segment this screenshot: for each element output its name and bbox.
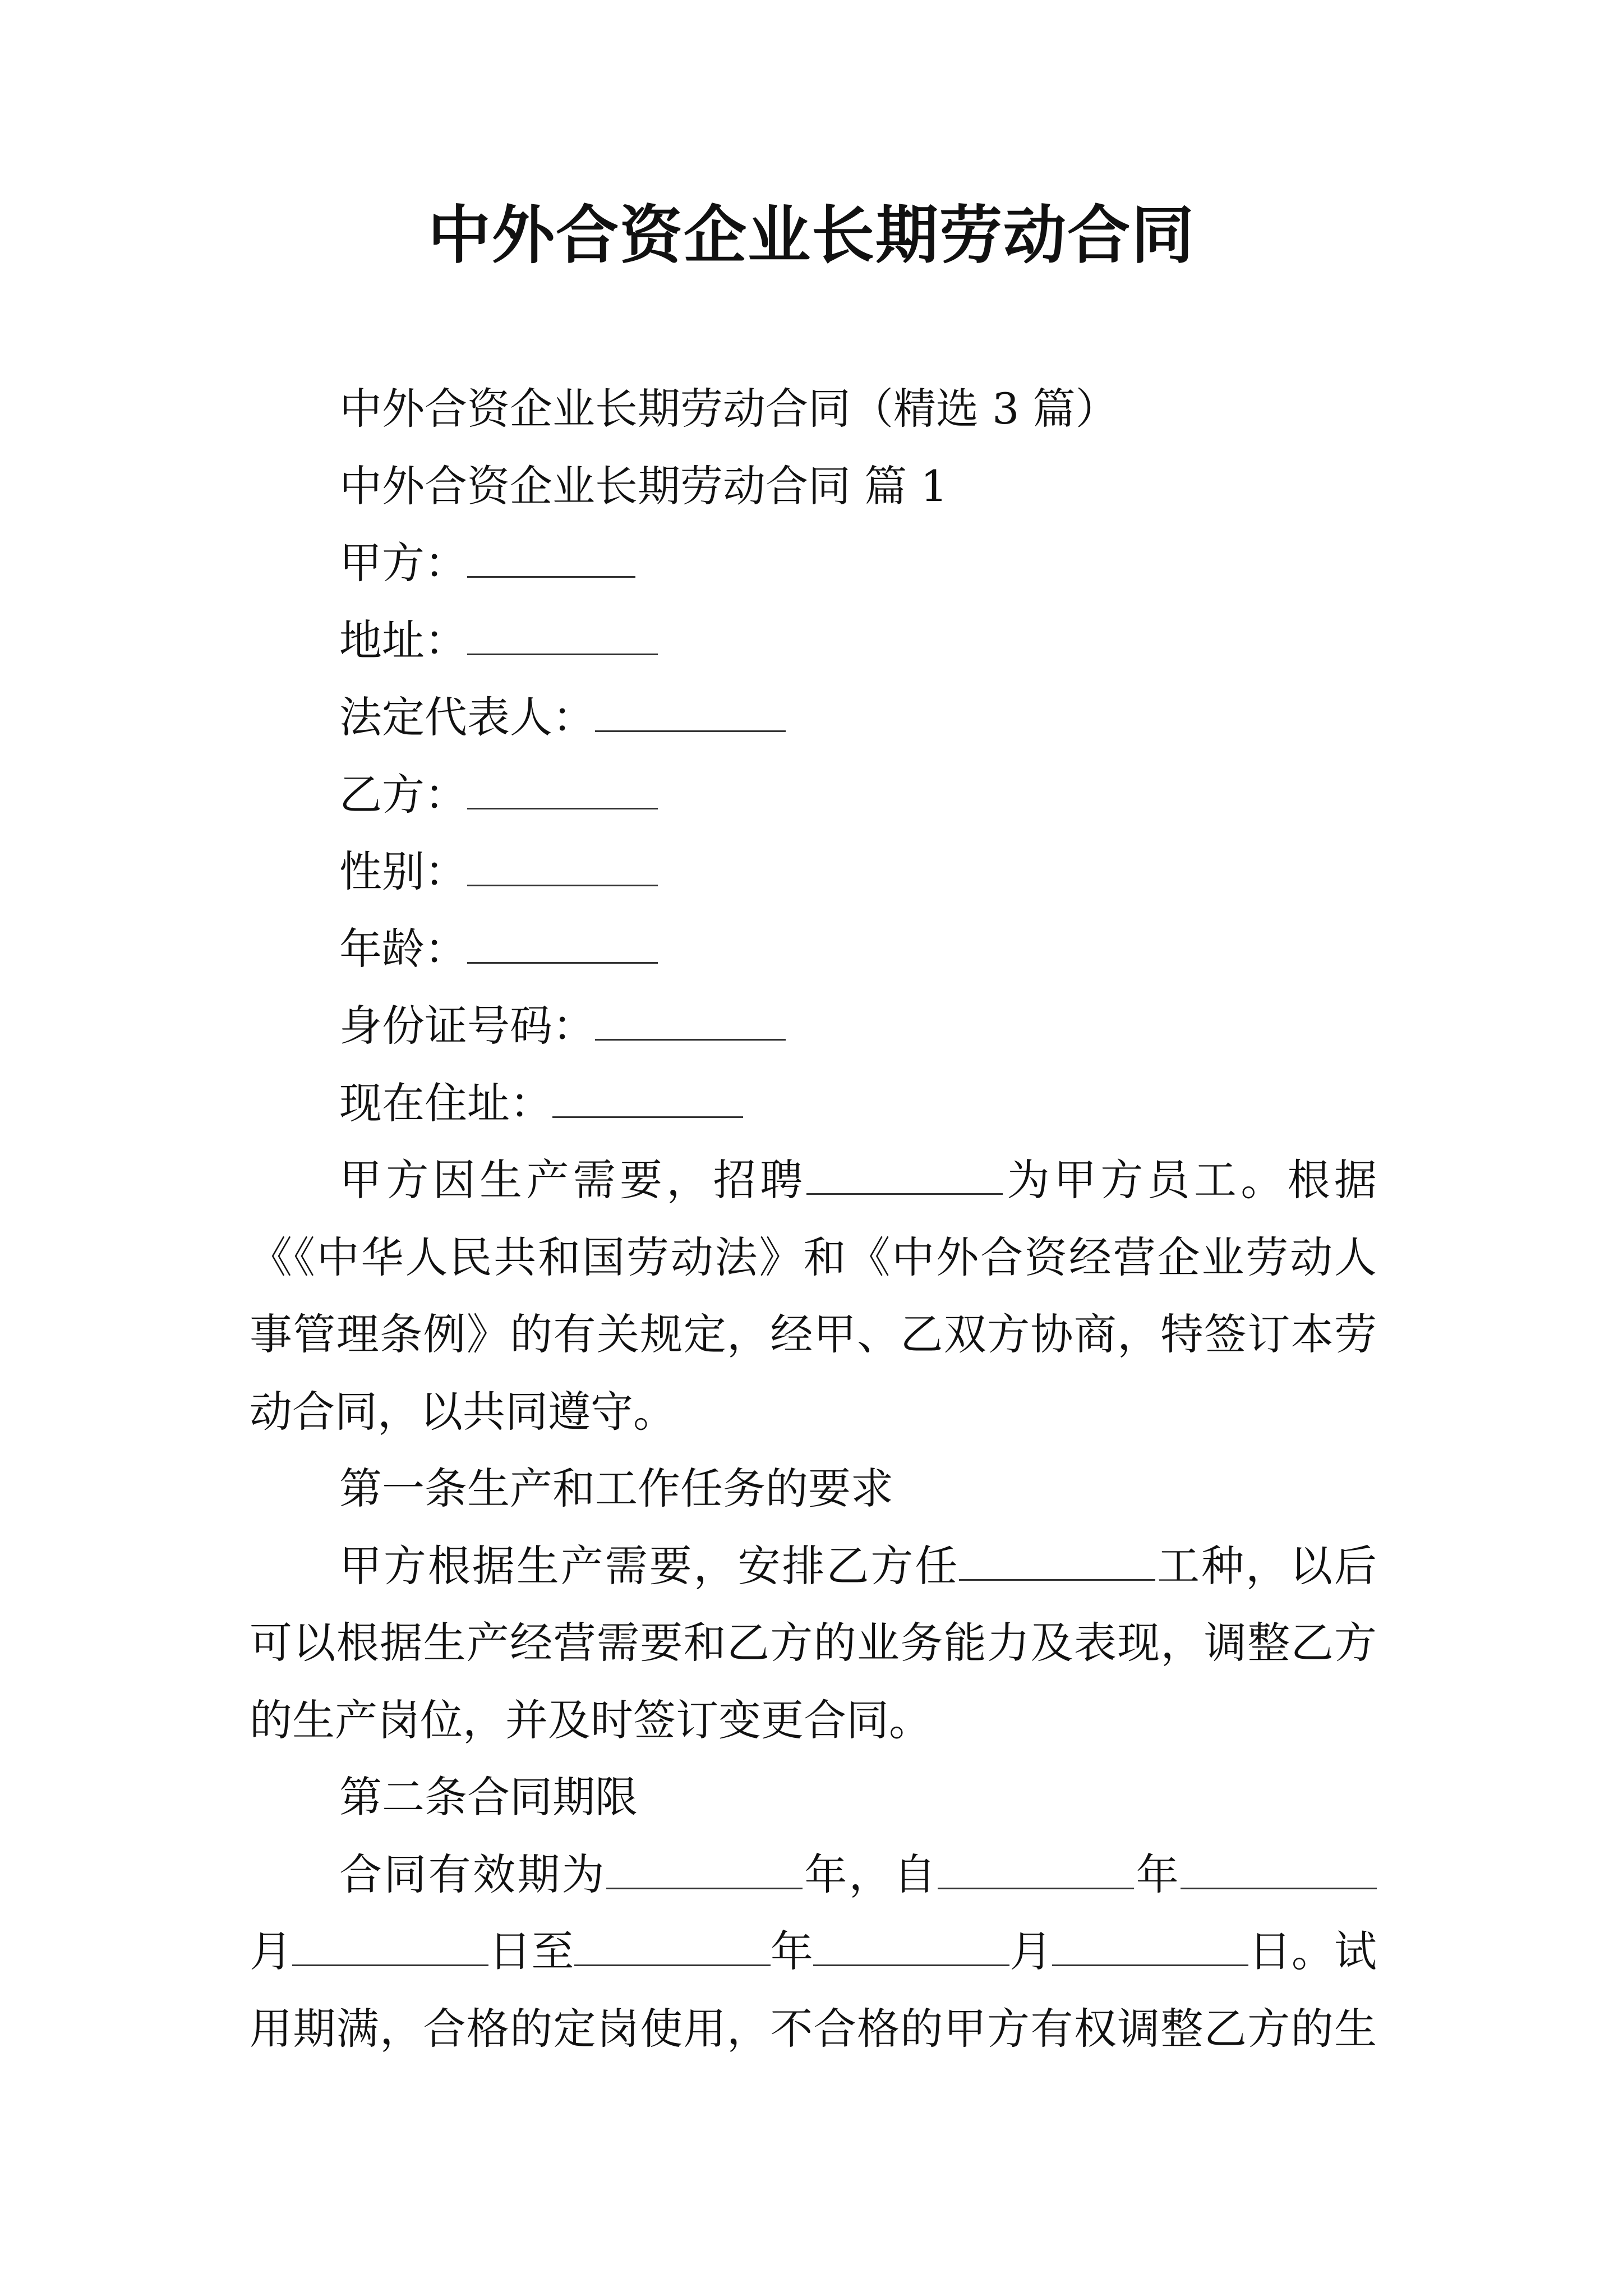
field-legal-rep xyxy=(250,679,1377,756)
start-year-blank xyxy=(938,1851,1134,1889)
job-type-blank xyxy=(959,1542,1155,1580)
start-day-blank xyxy=(292,1928,488,1966)
field-label: 年龄： xyxy=(339,923,467,974)
field-address xyxy=(250,602,1377,679)
field-label: 现在住址： xyxy=(339,1078,552,1128)
field-label: 性别： xyxy=(339,846,467,896)
field-label: 身份证号码： xyxy=(339,1001,595,1051)
field-party-a xyxy=(250,524,1377,602)
party-b-blank xyxy=(467,771,658,809)
article-2-line-1: 合同有效期为 年，自 年 xyxy=(250,1836,1377,1913)
field-label: 地址： xyxy=(339,615,467,665)
age-blank xyxy=(467,925,658,963)
end-month-blank xyxy=(813,1928,1009,1966)
para-intro-line-1: 甲方因生产需要，招聘 为甲方员工。根据 xyxy=(339,1155,1377,1205)
field-current-address xyxy=(250,1065,1377,1142)
legal-rep-blank xyxy=(595,694,786,732)
para-intro-line-3: 事管理条例》的有关规定，经甲、乙双方协商，特签订本劳 xyxy=(250,1309,1377,1359)
party-a-blank xyxy=(467,540,635,578)
gender-blank xyxy=(467,848,658,886)
field-label: 乙方： xyxy=(339,769,467,820)
document-title: 中外合资企业长期劳动合同 xyxy=(428,199,1195,272)
para-intro-line-4: 动合同，以共同遵守。 xyxy=(250,1386,676,1437)
article-2-line-3: 用期满，合格的定岗使用，不合格的甲方有权调整乙方的生 xyxy=(250,2003,1377,2054)
article-1-heading: 第一条生产和工作任务的要求 xyxy=(339,1464,893,1513)
start-month-blank xyxy=(1181,1851,1377,1889)
article-2-heading: 第二条合同期限 xyxy=(339,1772,638,1822)
term-years-blank xyxy=(606,1851,803,1889)
field-label: 法定代表人： xyxy=(339,692,595,742)
field-label: 甲方： xyxy=(339,538,467,588)
field-age xyxy=(250,910,1377,988)
end-day-blank xyxy=(1052,1928,1248,1966)
article-1-line-3: 的生产岗位，并及时签订变更合同。 xyxy=(250,1695,932,1745)
article-2-line-2: 月 日至 年 月 日。试 xyxy=(250,1926,1377,1976)
article-1-line-1: 甲方根据生产需要，安排乙方任 工种，以后 xyxy=(339,1540,1377,1591)
field-id-number xyxy=(250,987,1377,1065)
intro-title: 中外合资企业长期劳动合同（精选 3 篇） xyxy=(339,384,1118,434)
para-intro-line-2: 《《中华人民共和国劳动法》和《中外合资经营企业劳动人 xyxy=(250,1232,1377,1282)
part-heading: 中外合资企业长期劳动合同 篇 1 xyxy=(339,461,948,511)
field-gender xyxy=(250,833,1377,910)
id-number-blank xyxy=(595,1002,786,1041)
end-year-blank xyxy=(574,1928,771,1966)
current-address-blank xyxy=(552,1079,743,1117)
article-1-line-2: 可以根据生产经营需要和乙方的业务能力及表现，调整乙方 xyxy=(250,1618,1377,1668)
recruit-blank xyxy=(806,1157,1003,1195)
address-blank xyxy=(467,616,658,655)
document-body xyxy=(250,370,1377,2067)
field-party-b xyxy=(250,756,1377,834)
